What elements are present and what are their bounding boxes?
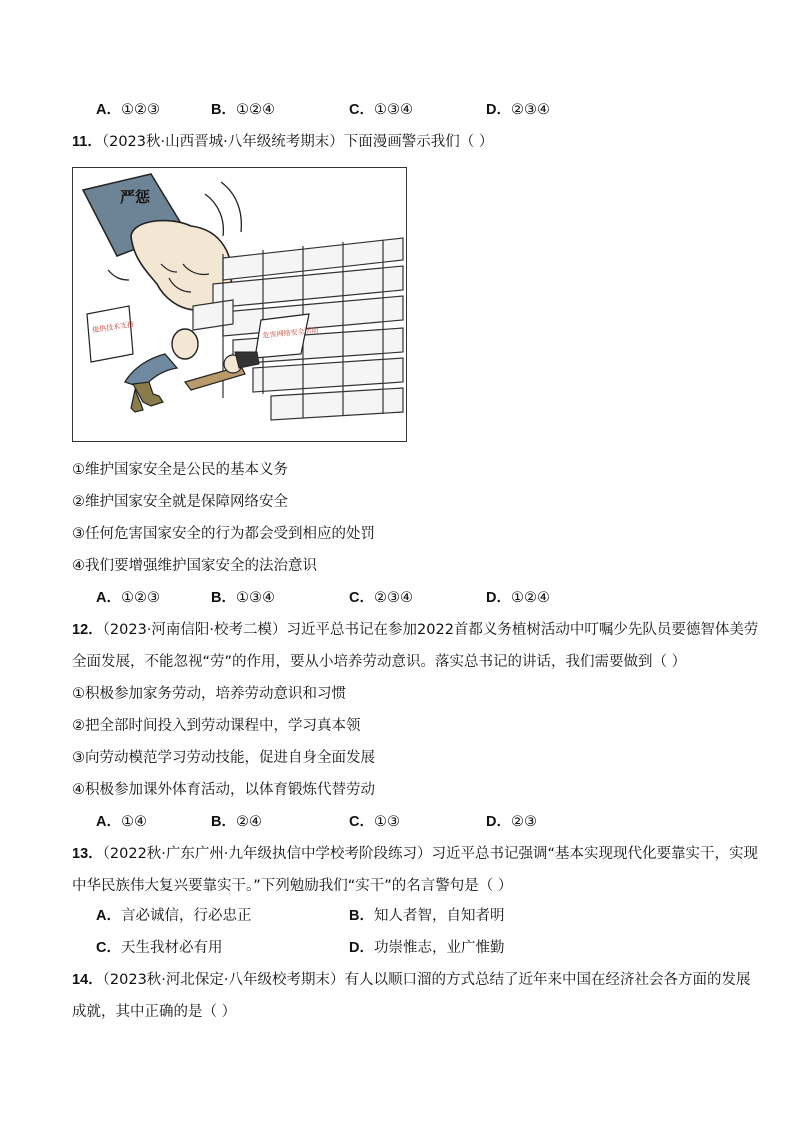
- option-b[interactable]: [211, 812, 262, 832]
- option-key: C．: [349, 590, 374, 606]
- option-key: A．: [96, 102, 121, 118]
- option-b[interactable]: [349, 906, 504, 926]
- option-a[interactable]: [96, 588, 160, 608]
- option-key: B．: [211, 590, 236, 606]
- q12-stem-line2: 全面发展，不能忽视“劳”的作用，要从小培养劳动意识。落实总书记的讲话，我们需要做到（ ）: [72, 654, 687, 670]
- man-legs: [131, 382, 163, 412]
- option-text: ①②③: [120, 590, 160, 606]
- option-key: D．: [486, 102, 511, 118]
- option-d[interactable]: [349, 938, 504, 958]
- option-a[interactable]: [96, 906, 251, 926]
- option-text: ①④: [120, 814, 147, 830]
- option-text: 言必诚信，行必忠正: [120, 908, 252, 924]
- question-number: 14．: [72, 972, 103, 988]
- option-key: D．: [486, 814, 511, 830]
- q14-stem-line1: [72, 970, 751, 990]
- question-source: （2022秋·广东广州·九年级执信中学校考阶段练习）: [102, 846, 432, 862]
- option-c[interactable]: [349, 100, 413, 120]
- option-text: ①②④: [235, 102, 275, 118]
- question-source: （2023·河南信阳·校考二模）: [102, 622, 287, 638]
- crushed-hair: [235, 352, 259, 368]
- option-key: A．: [96, 814, 121, 830]
- sleeve-label: 严惩: [120, 188, 151, 206]
- option-key: A．: [96, 908, 121, 924]
- option-text: ①③: [373, 814, 400, 830]
- option-b[interactable]: [211, 100, 275, 120]
- option-key: B．: [211, 814, 236, 830]
- option-c[interactable]: [349, 812, 400, 832]
- man-head: [172, 329, 198, 359]
- option-key: D．: [349, 940, 374, 956]
- option-c[interactable]: [349, 588, 413, 608]
- option-c[interactable]: [96, 938, 222, 958]
- statement: ②把全部时间投入到劳动课程中，学习真本领: [72, 718, 361, 734]
- q13-stem-line2: 中华民族伟大复兴要靠实干。”下列勉励我们“实干”的名言警句是（ ）: [72, 878, 513, 894]
- option-text: ②④: [235, 814, 262, 830]
- question-number: 13．: [72, 846, 103, 862]
- option-a[interactable]: [96, 812, 147, 832]
- cartoon-figure: [72, 167, 407, 442]
- option-key: B．: [211, 102, 236, 118]
- option-d[interactable]: [486, 812, 537, 832]
- q11-stem: [72, 132, 493, 152]
- option-b[interactable]: [211, 588, 275, 608]
- sign-left-label: 提供技术支持: [91, 320, 135, 335]
- q13-options-row1: [96, 906, 616, 926]
- option-key: B．: [349, 908, 374, 924]
- man-jacket: [125, 354, 177, 388]
- cartoon-illustration: [73, 168, 406, 441]
- question-text: 习近平总书记在参加2022首都义务植树活动中叮嘱少先队员要德智体美劳: [286, 622, 759, 638]
- statement: ④我们要增强维护国家安全的法治意识: [72, 558, 317, 574]
- statement: ④积极参加课外体育活动，以体育锻炼代替劳动: [72, 782, 375, 798]
- q14-stem-line2: 成就，其中正确的是（ ）: [72, 1004, 237, 1020]
- question-number: 12．: [72, 622, 103, 638]
- q10-options: [96, 100, 616, 120]
- option-key: A．: [96, 590, 121, 606]
- q13-options-row2: [96, 938, 616, 958]
- option-text: 天生我材必有用: [120, 940, 223, 956]
- question-text: 下面漫画警示我们（ ）: [343, 134, 494, 150]
- option-text: ②③④: [510, 102, 550, 118]
- option-text: ②③④: [373, 590, 413, 606]
- option-a[interactable]: [96, 100, 160, 120]
- question-source: （2023秋·山西晋城·八年级统考期末）: [101, 134, 344, 150]
- sign-right-label: 危害网络安全活动: [262, 326, 319, 340]
- option-key: C．: [349, 814, 374, 830]
- question-text: 有人以顺口溜的方式总结了近年来中国在经济社会各方面的发展: [344, 972, 751, 988]
- option-text: 功崇惟志，业广惟勤: [373, 940, 505, 956]
- option-d[interactable]: [486, 100, 550, 120]
- option-key: C．: [349, 102, 374, 118]
- q11-options: [96, 588, 616, 608]
- statement: ③向劳动模范学习劳动技能，促进自身全面发展: [72, 750, 375, 766]
- option-key: D．: [486, 590, 511, 606]
- question-text: 习近平总书记强调“基本实现现代化要靠实干，实现: [431, 846, 759, 862]
- question-number: 11．: [72, 134, 102, 150]
- option-text: 知人者智，自知者明: [373, 908, 505, 924]
- q12-options: [96, 812, 616, 832]
- option-text: ①②④: [510, 590, 550, 606]
- q12-stem-line1: [72, 620, 758, 640]
- option-text: ①③④: [373, 102, 413, 118]
- question-source: （2023秋·河北保定·八年级校考期末）: [102, 972, 345, 988]
- option-text: ①②③: [120, 102, 160, 118]
- statement: ①维护国家安全是公民的基本义务: [72, 462, 288, 478]
- option-text: ①③④: [235, 590, 275, 606]
- option-key: C．: [96, 940, 121, 956]
- option-text: ②③: [510, 814, 537, 830]
- option-d[interactable]: [486, 588, 550, 608]
- q13-stem-line1: [72, 844, 758, 864]
- statement: ①积极参加家务劳动，培养劳动意识和习惯: [72, 686, 346, 702]
- statement: ②维护国家安全就是保障网络安全: [72, 494, 288, 510]
- statement: ③任何危害国家安全的行为都会受到相应的处罚: [72, 526, 375, 542]
